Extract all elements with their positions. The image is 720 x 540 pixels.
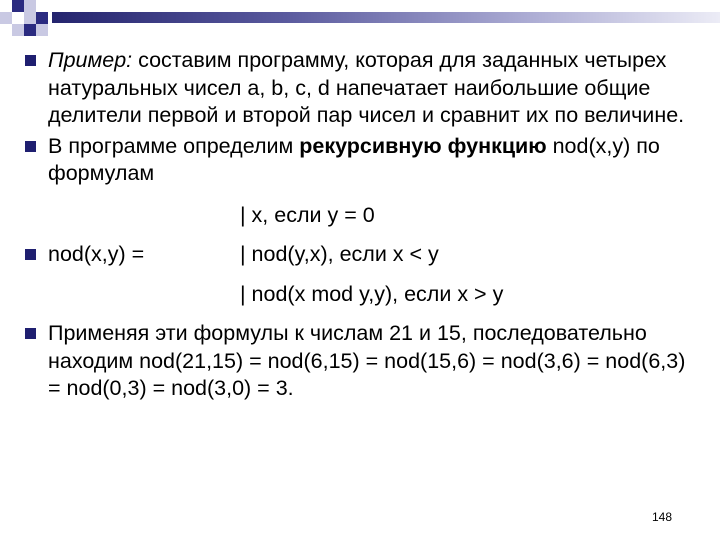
- header-gradient-bar: [52, 12, 720, 23]
- square-bullet-icon: [25, 328, 36, 339]
- bullet-apply-formulas: [22, 320, 702, 403]
- square-bullet-icon: [25, 249, 36, 260]
- slide-body: [22, 47, 702, 403]
- decor-square: [0, 12, 12, 24]
- recursive-prefix: В программе определим: [48, 133, 300, 158]
- formula-case-1: | x, если y = 0: [240, 202, 375, 227]
- example-lead: Пример:: [48, 48, 133, 72]
- decor-square: [12, 0, 24, 12]
- square-bullet-icon: [25, 141, 36, 152]
- bullet-recursive-function: [22, 133, 702, 188]
- formula-case-3: | nod(x mod y,y), если x > y: [240, 281, 504, 306]
- formula-row-3: [22, 281, 702, 309]
- page-number: 148: [652, 510, 673, 524]
- example-text: составим программу, которая для заданных четырех натуральных чисел a, b, c, d напечатает наибольшие общие делители первой и второй пар чисел и сравнит их по величине.: [48, 48, 685, 127]
- decor-square: [24, 12, 36, 24]
- bullet-example: [22, 47, 702, 130]
- formula-lhs: nod(x,y) =: [48, 242, 145, 266]
- decor-square: [36, 12, 48, 24]
- formula-case-2: | nod(y,x), если x < y: [240, 242, 439, 266]
- recursive-bold: рекурсивную функцию: [299, 133, 547, 158]
- apply-text: Применяя эти формулы к числам 21 и 15, последовательно находим nod(21,15) = nod(6,15) = nod(15,6) = nod(3,6) = nod(6,3) = nod(0,3) = nod(3,0) = 3.: [48, 321, 686, 400]
- decor-square: [24, 24, 36, 36]
- decor-square: [12, 24, 24, 36]
- formula-row-2: [22, 241, 702, 269]
- decor-square: [36, 24, 48, 36]
- recursive-suffix: nod(x,y) по формулам: [48, 133, 660, 185]
- square-bullet-icon: [25, 55, 36, 66]
- decor-square: [24, 0, 36, 12]
- formula-row-1: [22, 202, 702, 230]
